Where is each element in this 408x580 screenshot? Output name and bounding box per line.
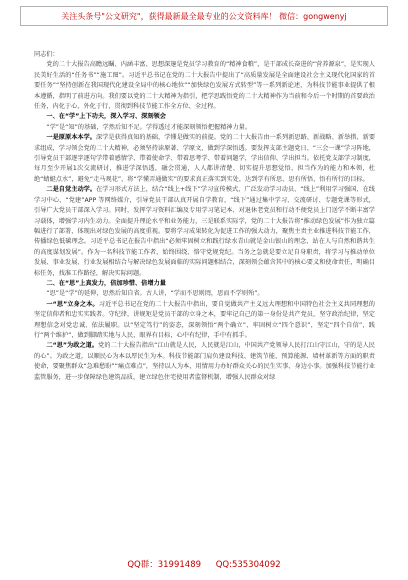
paragraph — [34, 341, 375, 383]
paragraph-text: “思”是“学”的延伸，思然后知自省。古人讲，“学而不思则罔，思而不学则殆”。 — [46, 290, 264, 298]
qq-group-text: QQ群：31991489 — [127, 560, 202, 570]
promo-banner — [20, 6, 388, 26]
paragraph — [34, 185, 375, 279]
paragraph — [34, 289, 375, 299]
paragraph-text: 习近平总书记在党的二十大报告中指出，要自觉做共产主义远大理想和中国特色社会主义共同理想的坚定信仰者和忠实实践者。守纪律，讲规矩是党员干部的立身之本，要牢记自己的第一身份是共产党员，坚守政治纪律，坚定理想信念对党忠诚、依法履职。以“坚定笃行”的姿态，深刻领悟“两个确立”、牢固树立“四个意识”，坚定“四个自信”，践行“两个维护”，做到脚踏实地与人民、眼界有目标，心中有纪律，手中有抓手。 — [34, 300, 375, 339]
paragraph-text: 党的二十大报告指出“江山就是人民，人民就是江山，中国共产党领导人民打江山守江山，守的是人民的心”。为政之道，以顺民心为本以厚民生为本。科技节能部门肩负建设科技、建筑节能、预算能源、墙材革新等方面的职责使命，要聚焦群众“急难愁盼”“痛点难点”，坚持以人为本，用情用力办好群众关心的民生实事、身边小事。加强科技节能行业监管服务，进一步保障绿色建筑品质，建立绿色住宅使用者监督机制，增强人民群众对绿 — [34, 342, 375, 381]
promo-banner-text: 关注头条号"公文研究"，获得最新最全最专业的公文资料库！ 微信：gongwenyj — [61, 11, 347, 21]
paragraph-heading: 二“思”为政之道。 — [46, 342, 99, 350]
paragraph-text: “学”是“知”的基础，学然后知不足。学得透过才能深刻领悟把握精神力量。 — [46, 123, 252, 131]
paragraph-heading: 二是自觉主动学。 — [46, 186, 97, 194]
paragraph-heading: 一是原原本本学。 — [46, 134, 96, 142]
paragraph-list — [34, 60, 375, 383]
paragraph — [34, 123, 375, 133]
paragraph-heading: 一、在“学”上下功夫，深入学习、深刻领会 — [46, 113, 166, 121]
paragraph-text: 党的二十大报告高瞻远瞩、内涵丰富、思想深邃是党员学习教育的“精神食粮”，是干部成长奋进的“营养源泉”，是实现人民美好生活的“任务书”“施工图”。习近平总书记在党的二十大报告中提出了“高质量发展是全面建设社会主义现代化国家的首要任务”“坚持创新在我国现代化建设全局中的核心地位”“加快绿色发展方式转型”等一系列新论述，为科技节能事业提供了根本遵循，指明了前进方向。我们要以党的二十大精神为指引，把学思践悟党的二十大精神作为当前和今后一个时期的首要政治任务，内化于心、外化于行，贯彻到科技节能工作全方位、全过程。 — [34, 61, 375, 111]
paragraph-heading: 一“思”立身之本。 — [46, 300, 99, 308]
greeting: 同志们： — [34, 51, 59, 58]
paragraph — [34, 60, 375, 112]
qq-text: QQ:535304092 — [215, 560, 281, 570]
section-heading — [34, 279, 375, 289]
paragraph-heading: 二、在“思”上真发力，倍加珍惜、倍增力量 — [46, 279, 166, 287]
section-heading — [34, 112, 375, 122]
paragraph-text: 深学是获得真知的基础，学懂是做实的前提。党的二十大报告由一系列新思路、新战略、新举措、新要求组成，学习领会党的二十大精神，必须坚持读原著、学原文、做到学深悟透。要发挥支部主题党日、“三会一课”学习阵地，引导党员干部逐字逐句学带着感情学、带着使命学、带着思考学、带着问题学，学出信仰、学出担当。依托党支部学习制度，每月至少开展1次交流研讨，推进学深悟透，融会贯通，人人都讲清楚、切实提升思想觉悟、担当作为的能力和本领，杜绝“蜻蜓点水”，避免“走马观花”，将“学懂弄通做实”的要求真正落实到实处，达到学有所思、思有所悟、悟有所行的目标。 — [34, 134, 376, 183]
paragraph — [34, 133, 375, 185]
document-body — [34, 50, 375, 383]
paragraph-text: 在学习形式方法上，结合“线上+线下”学习宣传模式，广泛发动学习动员、“线上”利用学习强国、在线学习中心、“党建”APP 等网络媒介，引导党员干部认真开展自学教育，“线下”通过集中学习、交流研讨、专题党课等形式，引导广大党员干部深入学习。同时，发挥学习资料汇编及专用学习笔记本、对退休老党员和行动不便党员上门送学不断丰富学习载体，增强学习内生动力。全面提升理论水平和业务能力，三是联系实际学，党的二十大报告将“推动绿色发展”作为独立篇幅进行了部署，体现出对绿色发展的高度重视。要将学习成果转化为促进工作的强大动力，聚焦主责主业推进科技节能工作，传播绿色低碳理念。习近平总书记在报告中指出“必须牢固树立和践行绿水青山就是金山银山的理念，站在人与自然和谐共生的高度谋划发展”。作为一名科技节能工作者，始终围绕、恪守党规党纪。当务之急就是要立足自身职责，将学习与推动单位发展、事业发展、行业发展相结合与解决绿色发展面临的实际问题相结合，深刻领会蕴含其中的核心要义和使命责任，明确目标任务，找准工作路径，解决实际问题。 — [34, 186, 375, 277]
paragraph — [34, 300, 375, 342]
contact-footer — [0, 558, 408, 570]
